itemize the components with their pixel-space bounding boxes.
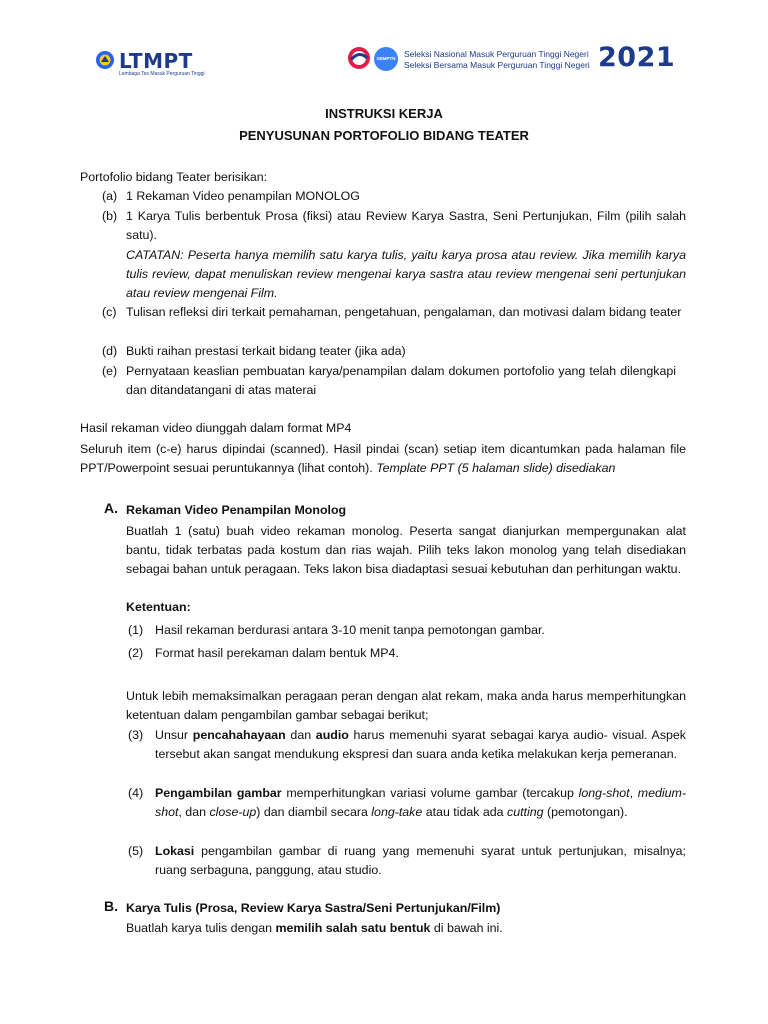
rule-1-marker: (1) (128, 623, 144, 637)
rule-3-part-3: harus memenuhi syarat sebagai karya audio- visual. Aspek tersebut akan sangat mendukung ekspresi dan suara anda ketika melakukan kerja pemeranan. (155, 728, 686, 761)
rule-4-part-1: memperhitungkan variasi volume gambar (tercakup (281, 786, 579, 800)
rule-4-bold-1: Pengambilan gambar (155, 786, 282, 800)
rule-4-part-5: atau tidak ada (422, 805, 508, 819)
catatan-note: CATATAN: Peserta hanya memilih satu karya tulis, yaitu karya prosa atau review. Jika memilih karya tulis review, dapat menuliskan review mengenai karya sastra atau review mengenai seni pertunjukan atau review mengenai Film. (126, 248, 686, 300)
sbmptn-line: Seleksi Bersama Masuk Perguruan Tinggi Negeri (404, 60, 590, 70)
scan-note (80, 440, 686, 478)
rule-2-marker: (2) (128, 646, 144, 660)
rule-5-bold-1: Lokasi (155, 844, 195, 858)
intro-text: Portofolio bidang Teater berisikan: (80, 170, 268, 184)
rule-4-italic-2: medium-shot (155, 786, 686, 819)
item-e-text: Pernyataan keaslian pembuatan karya/penampilan dalam dokumen portofolio yang telah dilengkapi dan ditandatangani di atas materai (126, 364, 676, 397)
snmptn-logo-icon (347, 46, 371, 70)
ltmpt-logo-text: LTMPT (119, 49, 193, 73)
rule-4-italic-1: long-shot (578, 786, 630, 800)
section-b-heading: Karya Tulis (Prosa, Review Karya Sastra/Seni Pertunjukan/Film) (126, 901, 501, 915)
sbmptn-logo-text: SBMPTN (376, 56, 396, 61)
rule-3-marker: (3) (128, 728, 144, 742)
rule-4-part-6: (pemotongan). (543, 805, 628, 819)
rule-4-part-2: , (629, 786, 638, 800)
rule-3-text (155, 726, 686, 764)
item-b-marker: (b) (102, 209, 118, 223)
section-a-letter: A. (104, 500, 118, 516)
item-d-marker: (d) (102, 344, 118, 358)
section-a-paragraph: Buatlah 1 (satu) buah video rekaman monolog. Peserta sangat dianjurkan mempergunakan alat bantu, tidak terbatas pada kostum dan rias wajah. Pilih teks lakon monolog yang telah disediakan sebagai bahan untuk peragaan. Teks lakon bisa diadaptasi sesuai kebutuhan dan perhitungan waktu. (126, 524, 686, 576)
item-e-marker: (e) (102, 364, 118, 378)
ltmpt-logo (95, 44, 205, 78)
rule-4-part-4: ) dan diambil secara (256, 805, 372, 819)
year-label: 2021 (598, 42, 676, 73)
sbmptn-logo (374, 47, 398, 71)
rule-5-marker: (5) (128, 844, 144, 858)
rule-3-bold-1: pencahahayaan (192, 728, 286, 742)
item-d-text: Bukti raihan prestasi terkait bidang teater (jika ada) (126, 344, 406, 358)
section-a-heading: Rekaman Video Penampilan Monolog (126, 503, 347, 517)
rule-5-part-1: pengambilan gambar di ruang yang memenuhi syarat untuk pertunjukan, misalnya; ruang serbaguna, panggung, atau studio. (155, 844, 686, 877)
rule-3-bold-2: audio (315, 728, 349, 742)
ltmpt-emblem-icon (95, 50, 115, 70)
item-b-text: 1 Karya Tulis berbentuk Prosa (fiksi) atau Review Karya Sastra, Seni Pertunjukan, Film (pilih salah satu). (126, 209, 686, 242)
upload-note: Hasil rekaman video diunggah dalam format MP4 (80, 421, 352, 435)
scan-note-template: Template PPT (5 halaman slide) disediakan (376, 461, 616, 475)
rule-4-marker: (4) (128, 786, 144, 800)
section-b-part-2: di bawah ini. (430, 921, 503, 935)
title-line-2: PENYUSUNAN PORTOFOLIO BIDANG TEATER (239, 128, 529, 143)
section-b-letter: B. (104, 898, 118, 914)
rule-3-part-2: dan (285, 728, 316, 742)
rule-1-text: Hasil rekaman berdurasi antara 3-10 menit tanpa pemotongan gambar. (155, 623, 545, 637)
item-a-text: 1 Rekaman Video penampilan MONOLOG (126, 189, 360, 203)
rule-4-part-3: , dan (178, 805, 210, 819)
ketentuan-label: Ketentuan: (126, 600, 191, 614)
section-b-part-1: Buatlah karya tulis dengan (126, 921, 276, 935)
selection-titles (404, 49, 590, 71)
snmptn-line: Seleksi Nasional Masuk Perguruan Tinggi Negeri (404, 49, 589, 59)
rule-4-text (155, 784, 686, 822)
title-line-1: INSTRUKSI KERJA (325, 106, 443, 121)
rule-2-text: Format hasil perekaman dalam bentuk MP4. (155, 646, 399, 660)
item-a-marker: (a) (102, 189, 118, 203)
section-b-paragraph (126, 919, 503, 938)
rule-3-part-1: Unsur (155, 728, 193, 742)
rule-4-italic-5: cutting (507, 805, 544, 819)
section-b-bold: memilih salah satu bentuk (275, 921, 431, 935)
rule-4-italic-4: long-take (371, 805, 423, 819)
item-c-marker: (c) (102, 305, 117, 319)
item-c-text: Tulisan refleksi diri terkait pemahaman, pengetahuan, pengalaman, dan motivasi dalam bidang teater (126, 305, 682, 319)
section-a-paragraph-2: Untuk lebih memaksimalkan peragaan peran dengan alat rekam, maka anda harus memperhitungkan ketentuan dalam pengambilan gambar sebagai berikut; (126, 689, 686, 722)
rule-5-text (155, 842, 686, 880)
rule-4-italic-3: close-up (209, 805, 257, 819)
scan-note-text: Seluruh item (c-e) harus dipindai (scanned). Hasil pindai (scan) setiap item dicantumkan pada halaman file PPT/Powerpoint sesuai peruntukannya (lihat contoh). (80, 442, 686, 475)
ltmpt-logo-subtitle: Lembaga Tes Masuk Perguruan Tinggi (119, 71, 205, 77)
